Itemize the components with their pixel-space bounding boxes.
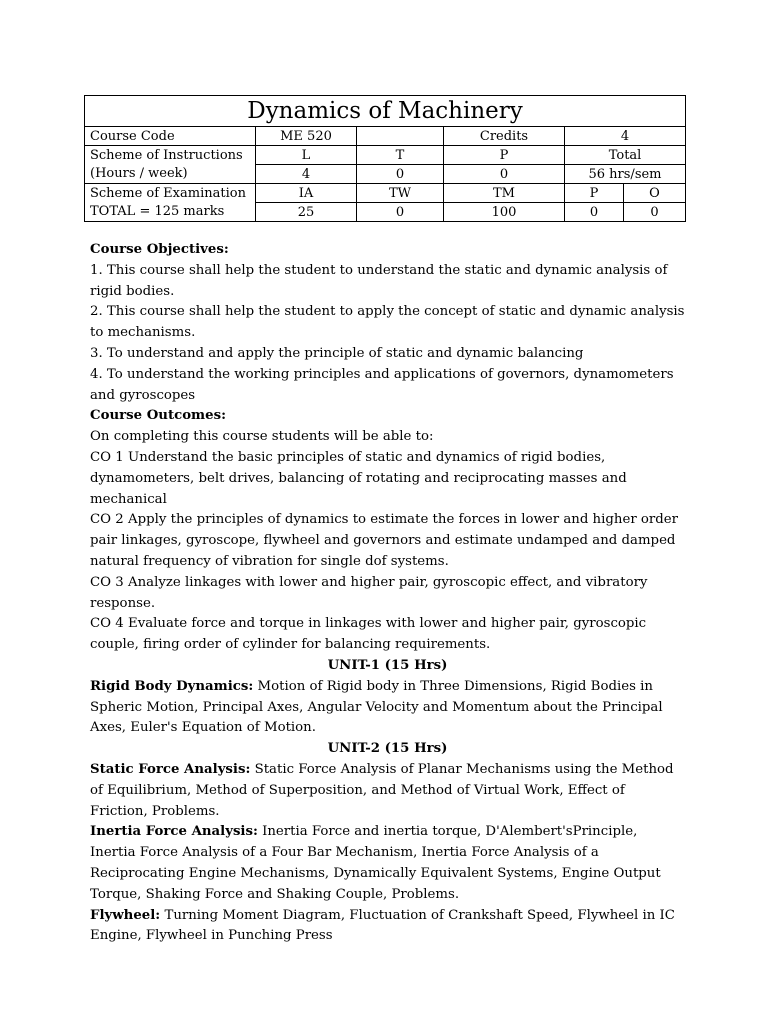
inertia-force-text: Inertia Force and inertia torque, D'Alembert'sPrinciple, Inertia Force Analysis of a Four Bar Mechanism, Inertia Force Analysis of a Reciprocating Engine Mechanisms, Dynamically Equivalent Systems, Engine Output Torque, Shaking Force and Shaking Couple, Problems. bbox=[90, 824, 661, 902]
static-force-text: Static Force Analysis of Planar Mechanisms using the Method of Equilibrium, Method of Superposition, and Method of Virtual Work, Effect of Friction, Problems. bbox=[90, 761, 674, 819]
course-code-label: Course Code bbox=[85, 127, 256, 146]
p-exam-value: 0 bbox=[565, 203, 624, 222]
scheme-instructions-values-row bbox=[85, 165, 686, 184]
objective-item: 3. To understand and apply the principle of static and dynamic balancing bbox=[90, 345, 584, 361]
unit1-topic bbox=[90, 677, 685, 739]
ia-value: 25 bbox=[256, 203, 357, 222]
rigid-body-title: Rigid Body Dynamics: bbox=[90, 678, 254, 694]
total-value: 56 hrs/sem bbox=[565, 165, 686, 184]
course-info-table bbox=[84, 95, 686, 222]
credits-label: Credits bbox=[444, 127, 565, 146]
tm-value: 100 bbox=[444, 203, 565, 222]
total-marks-label: TOTAL = 125 marks bbox=[85, 203, 256, 222]
inertia-force-title: Inertia Force Analysis: bbox=[90, 824, 258, 840]
outcomes-intro: On completing this course students will be able to: bbox=[90, 429, 434, 445]
objective-item: 4. To understand the working principles and applications of governors, dynamometers and gyroscopes bbox=[90, 366, 674, 403]
l-value: 4 bbox=[256, 165, 357, 184]
t-label: T bbox=[357, 146, 444, 165]
o-label: O bbox=[624, 184, 686, 203]
objectives-heading: Course Objectives: bbox=[90, 242, 229, 257]
static-force-title: Static Force Analysis: bbox=[90, 761, 251, 777]
tm-label: TM bbox=[444, 184, 565, 203]
objective-item: 2. This course shall help the student to apply the concept of static and dynamic analysis to mechanisms. bbox=[90, 304, 685, 341]
scheme-instructions-label: Scheme of Instructions bbox=[85, 146, 256, 165]
outcome-item: CO 1 Understand the basic principles of static and dynamics of rigid bodies, dynamometers, belt drives, balancing of rotating and reciprocating masses and mechanical bbox=[90, 449, 627, 507]
total-label: Total bbox=[565, 146, 686, 165]
t-value: 0 bbox=[357, 165, 444, 184]
scheme-instructions-header-row bbox=[85, 146, 686, 165]
empty-cell bbox=[357, 127, 444, 146]
rigid-body-text: Motion of Rigid body in Three Dimensions, Rigid Bodies in Spheric Motion, Principal Axes, Angular Velocity and Momentum about the Principal Axes, Euler's Equation of Motion. bbox=[90, 678, 663, 736]
course-code-value: ME 520 bbox=[256, 127, 357, 146]
flywheel-title: Flywheel: bbox=[90, 907, 161, 923]
credits-value: 4 bbox=[565, 127, 686, 146]
hours-week-label: (Hours / week) bbox=[85, 165, 256, 184]
course-title: Dynamics of Machinery bbox=[85, 96, 686, 127]
flywheel-text: Turning Moment Diagram, Fluctuation of Crankshaft Speed, Flywheel in IC Engine, Flywheel in Punching Press bbox=[90, 907, 675, 944]
unit1-heading: UNIT-1 (15 Hrs) bbox=[327, 657, 448, 673]
p-value: 0 bbox=[444, 165, 565, 184]
inertia-force-topic bbox=[90, 822, 685, 905]
scheme-exam-values-row bbox=[85, 203, 686, 222]
outcome-item: CO 2 Apply the principles of dynamics to estimate the forces in lower and higher order pair linkages, gyroscope, flywheel and governors and estimate undamped and damped natural frequency of vibration for single dof systems. bbox=[90, 512, 679, 569]
objective-item: 1. This course shall help the student to understand the static and dynamic analysis of rigid bodies. bbox=[90, 262, 668, 299]
ia-label: IA bbox=[256, 184, 357, 203]
outcome-item: CO 3 Analyze linkages with lower and higher pair, gyroscopic effect, and vibratory response. bbox=[90, 574, 648, 611]
flywheel-topic bbox=[90, 906, 685, 948]
scheme-exam-header-row bbox=[85, 184, 686, 203]
p-exam-label: P bbox=[565, 184, 624, 203]
tw-label: TW bbox=[357, 184, 444, 203]
unit2-heading: UNIT-2 (15 Hrs) bbox=[327, 741, 448, 757]
outcome-item: CO 4 Evaluate force and torque in linkages with lower and higher pair, gyroscopic couple, firing order of cylinder for balancing requirements. bbox=[90, 616, 647, 653]
syllabus-body bbox=[90, 240, 685, 947]
scheme-exam-label: Scheme of Examination bbox=[85, 184, 256, 203]
tw-value: 0 bbox=[357, 203, 444, 222]
course-code-row bbox=[85, 127, 686, 146]
p-label: P bbox=[444, 146, 565, 165]
static-force-topic bbox=[90, 760, 685, 822]
o-value: 0 bbox=[624, 203, 686, 222]
l-label: L bbox=[256, 146, 357, 165]
outcomes-heading: Course Outcomes: bbox=[90, 408, 226, 424]
title-row bbox=[85, 96, 686, 127]
